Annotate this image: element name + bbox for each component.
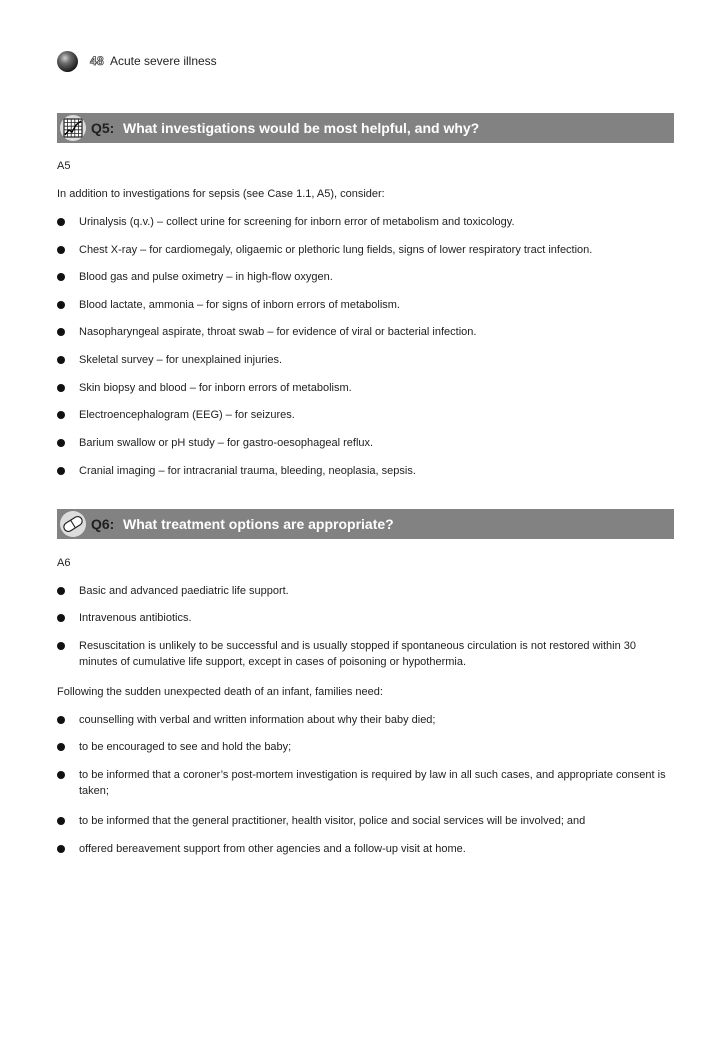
bullet-icon — [57, 301, 65, 309]
bullet-icon — [57, 845, 65, 853]
grid-icon — [60, 115, 86, 141]
question-text: What investigations would be most helpful, and why? — [123, 120, 480, 136]
bullet-icon — [57, 356, 65, 364]
bullet-icon — [57, 817, 65, 825]
bullet-icon — [57, 328, 65, 336]
answer-intro: In addition to investigations for sepsis (see Case 1.1, A5), consider: — [57, 188, 385, 200]
pill-icon — [60, 511, 86, 537]
bullet-icon — [57, 467, 65, 475]
bullet-icon — [57, 743, 65, 751]
question-number: Q6: — [91, 516, 115, 532]
bullet-icon — [57, 384, 65, 392]
families-intro: Following the sudden unexpected death of an infant, families need: — [57, 686, 383, 698]
bullet-icon — [57, 411, 65, 419]
answer-label: A6 — [57, 557, 71, 569]
page-number: 48 — [90, 54, 104, 68]
bullet-icon — [57, 642, 65, 650]
bullet-icon — [57, 771, 65, 779]
question-number: Q5: — [91, 120, 115, 136]
bullet-icon — [57, 614, 65, 622]
page-marker-icon — [57, 51, 78, 72]
answer-label: A5 — [57, 160, 71, 172]
question-text: What treatment options are appropriate? — [123, 516, 394, 532]
bullet-icon — [57, 716, 65, 724]
bullet-icon — [57, 246, 65, 254]
running-header — [57, 50, 217, 72]
chapter-title: Acute severe illness — [109, 54, 217, 68]
question-6-bar — [57, 509, 674, 539]
bullet-icon — [57, 273, 65, 281]
bullet-icon — [57, 439, 65, 447]
question-5-bar — [57, 113, 674, 143]
bullet-icon — [57, 218, 65, 226]
bullet-icon — [57, 587, 65, 595]
